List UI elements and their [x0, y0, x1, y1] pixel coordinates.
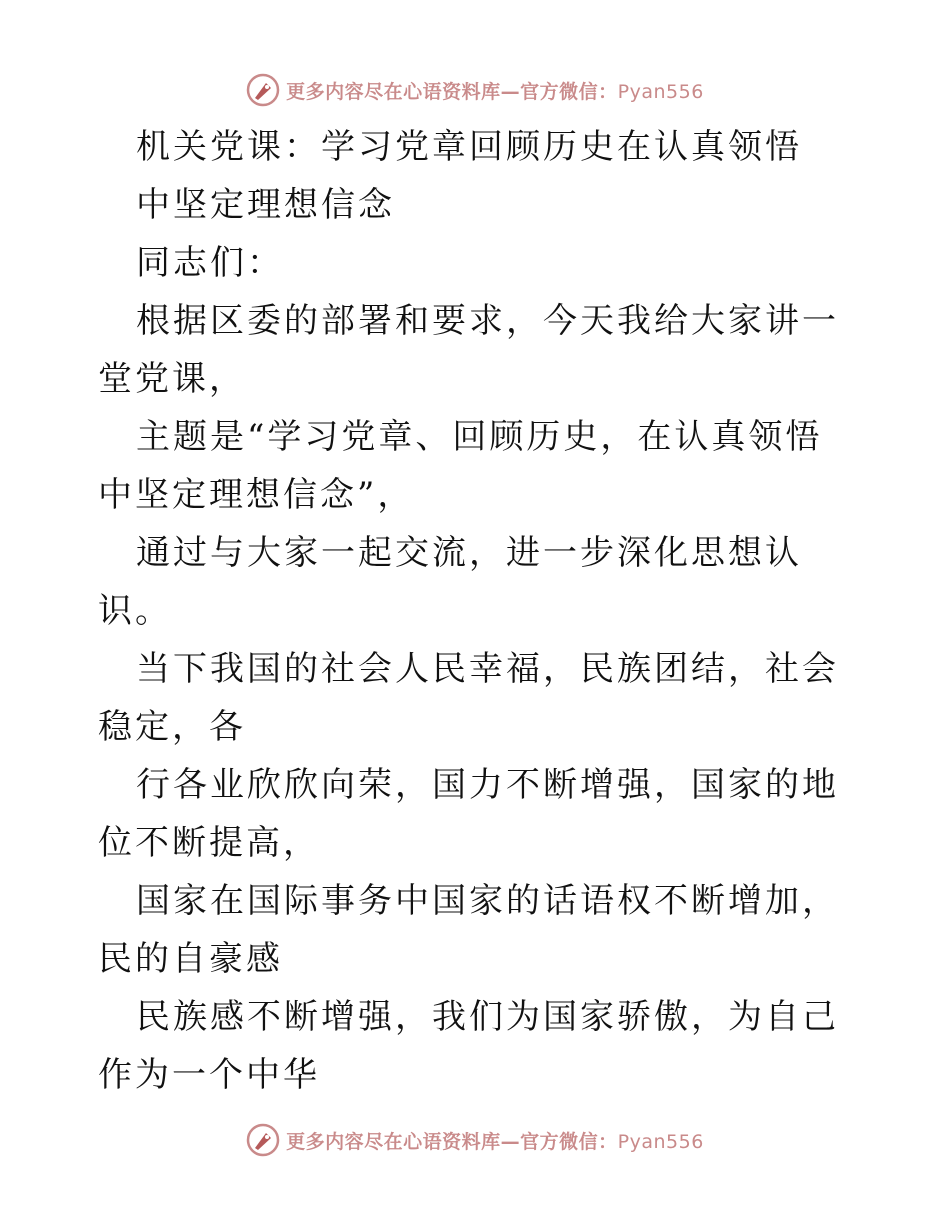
- paragraph: 当下我国的社会人民幸福，民族团结，社会稳定，各: [98, 649, 839, 747]
- paragraph: 主题是“学习党章、回顾历史，在认真领悟中坚定理想信念”，: [98, 417, 823, 515]
- paragraph: 民族感不断增强，我们为国家骄傲，为自己作为一个中华: [98, 997, 839, 1095]
- document-body: [98, 118, 858, 1104]
- watermark-text: 更多内容尽在心语资料库—官方微信：Pyan556: [286, 1130, 704, 1153]
- footer-watermark: [0, 1120, 950, 1160]
- pen-nib-logo-icon: [246, 1123, 280, 1157]
- document-title-line-2: 中坚定理想信念: [136, 185, 395, 225]
- pen-nib-logo-icon: [246, 73, 280, 107]
- paragraph: 国家在国际事务中国家的话语权不断增加，民的自豪感: [98, 881, 839, 979]
- document-title-line-1: 机关党课：学习党章回顾历史在认真领悟: [136, 127, 802, 167]
- paragraph: 根据区委的部署和要求，今天我给大家讲一堂党课，: [98, 301, 839, 399]
- paragraph: 行各业欣欣向荣，国力不断增强，国家的地位不断提高，: [98, 765, 839, 863]
- salutation: 同志们：: [136, 243, 284, 283]
- watermark-text: 更多内容尽在心语资料库—官方微信：Pyan556: [286, 80, 704, 103]
- paragraph: 通过与大家一起交流，进一步深化思想认识。: [98, 533, 802, 631]
- header-watermark: [0, 70, 950, 110]
